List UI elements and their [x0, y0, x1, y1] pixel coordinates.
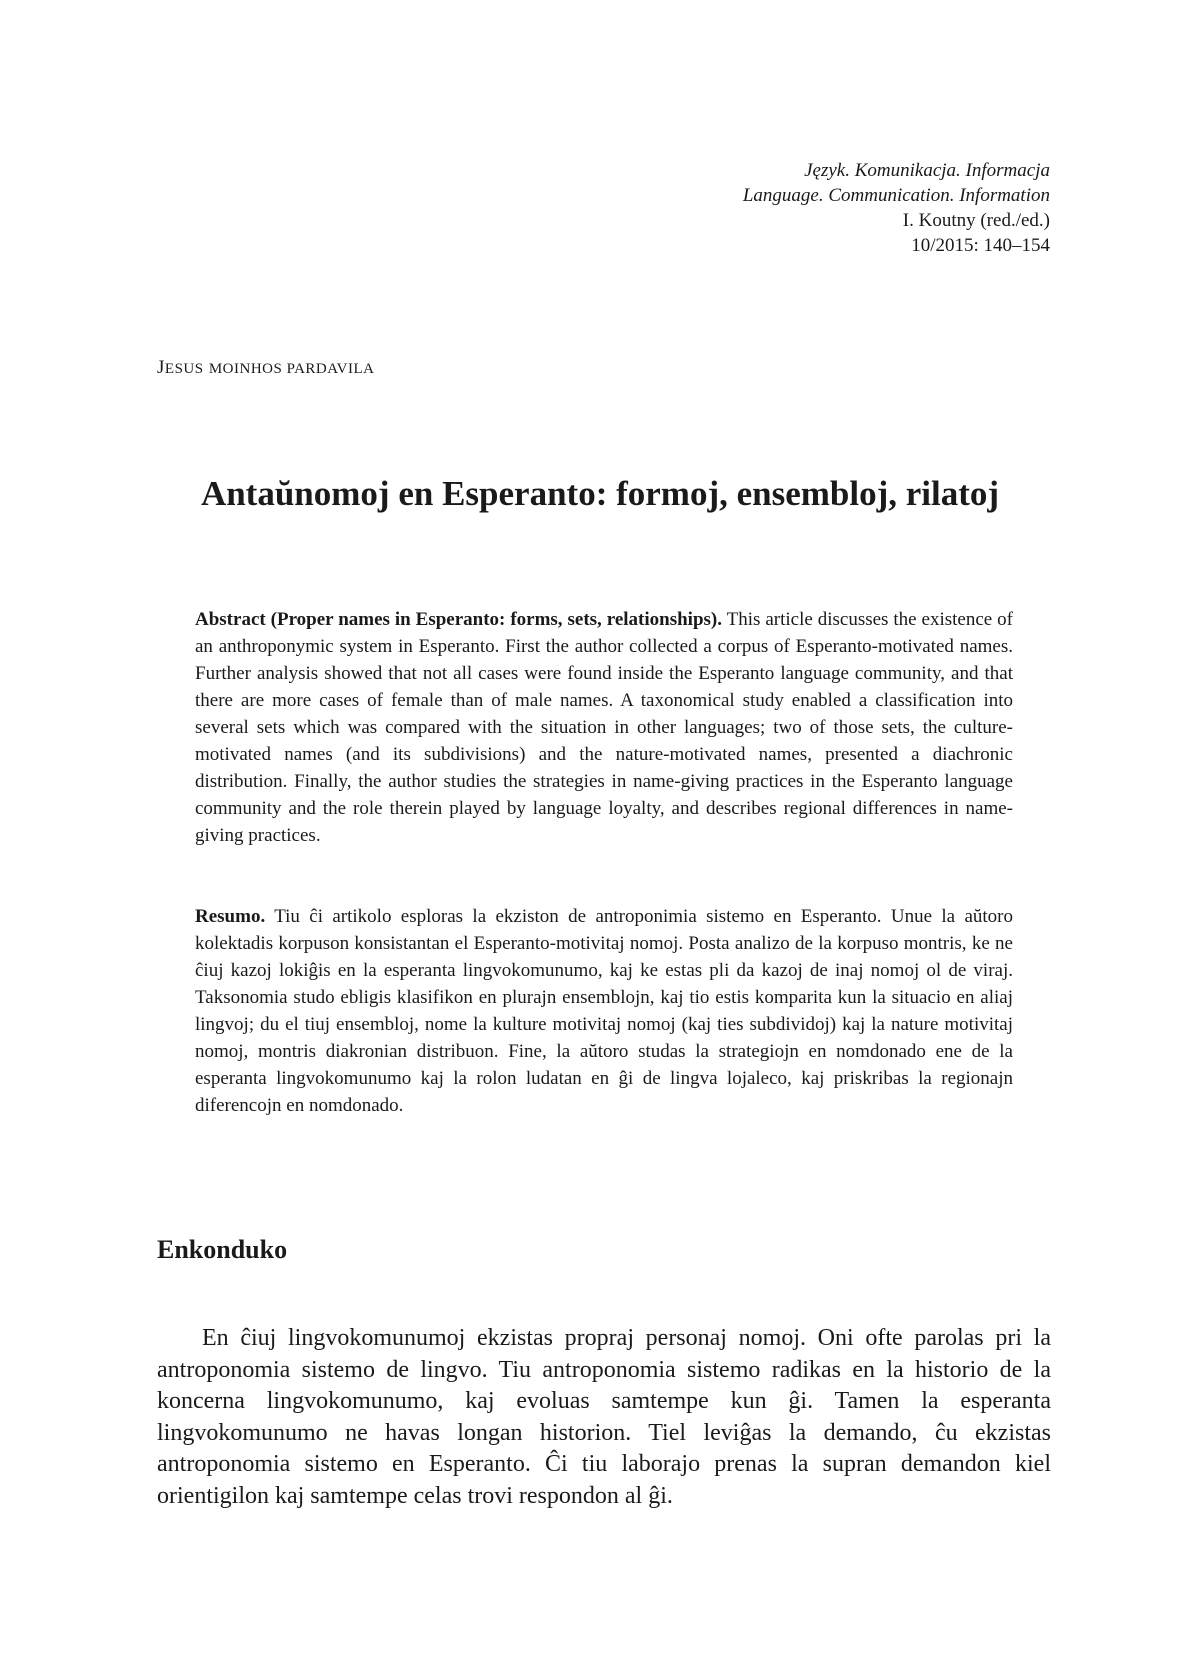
abstract-english-label: Abstract (Proper names in Esperanto: forms, sets, relationships).	[195, 609, 722, 630]
abstract-english	[195, 606, 1013, 849]
body-paragraph: En ĉiuj lingvokomunumoj ekzistas propraj personaj nomoj. Oni ofte parolas pri la antroponomia sistemo de lingvo. Tiu antroponomia sistemo radikas en la historio de la koncerna lingvokomunumo, kaj evoluas samtempe kun ĝi. Tamen la esperanta lingvokomunumo ne havas longan historion. Tiel leviĝas la demando, ĉu ekzistas antroponomia sistemo en Esperanto. Ĉi tiu laborajo prenas la supran demandon kiel orientigilon kaj samtempe celas trovi respondon al ĝi.	[157, 1325, 1051, 1509]
journal-editor: I. Koutny (red./ed.)	[902, 210, 1050, 231]
author-surname: MOINHOS PARDAVILA	[208, 361, 375, 377]
abstract-esperanto-label: Resumo.	[195, 906, 266, 927]
author-first-initial: J	[157, 357, 165, 378]
section-heading: Enkonduko	[157, 1235, 288, 1264]
article-title: Antaŭnomoj en Esperanto: formoj, ensembloj, rilatoj	[200, 474, 1000, 513]
journal-name-english: Language. Communication. Information	[742, 185, 1050, 206]
abstract-english-text: This article discusses the existence of an anthroponymic system in Esperanto. First the author collected a corpus of Esperanto-motivated names. Further analysis showed that not all cases were found inside the Esperanto language community, and that there are more cases of female than of male names. A taxonomical study enabled a classification into several sets which was compared with the situation in other languages; two of those sets, the culture-motivated names (and its subdivisions) and the nature-motivated names, presented a diachronic distribution. Finally, the author studies the strategies in name-giving practices in the Esperanto language community and the role therein played by language loyalty, and describes regional differences in name-giving practices.	[195, 609, 1014, 846]
abstract-esperanto	[195, 903, 1013, 1119]
journal-name-polish: Język. Komunikacja. Informacja	[804, 160, 1050, 181]
author-name	[157, 357, 374, 379]
journal-issue: 10/2015: 140–154	[911, 235, 1050, 256]
journal-info	[743, 158, 1050, 258]
author-first-rest: ESUS	[164, 361, 204, 377]
abstract-esperanto-text: Tiu ĉi artikolo esploras la ekziston de antroponimia sistemo en Esperanto. Unue la aŭtoro kolektadis korpuson konsistantan el Esperanto-motivitaj nomoj. Posta analizo de la korpuso montris, ke ne ĉiuj kazoj lokiĝis en la esperanta lingvokomunumo, kaj ke estas pli da kazoj de inaj nomoj ol de viraj. Taksonomia studo ebligis klasifikon en plurajn ensemblojn, kaj tio estis komparita kun la situacio en aliaj lingvoj; du el tiuj ensembloj, nome la kulture motivitaj nomoj (kaj ties subdividoj) kaj la nature motivitaj nomoj, montris diakronian distribuon. Fine, la aŭtoro studas la strategiojn en nomdonado ene de la esperanta lingvokomunumo kaj la rolon ludatan en ĝi de lingva lojaleco, kaj priskribas la regionajn diferencojn en nomdonado.	[195, 906, 1013, 1116]
